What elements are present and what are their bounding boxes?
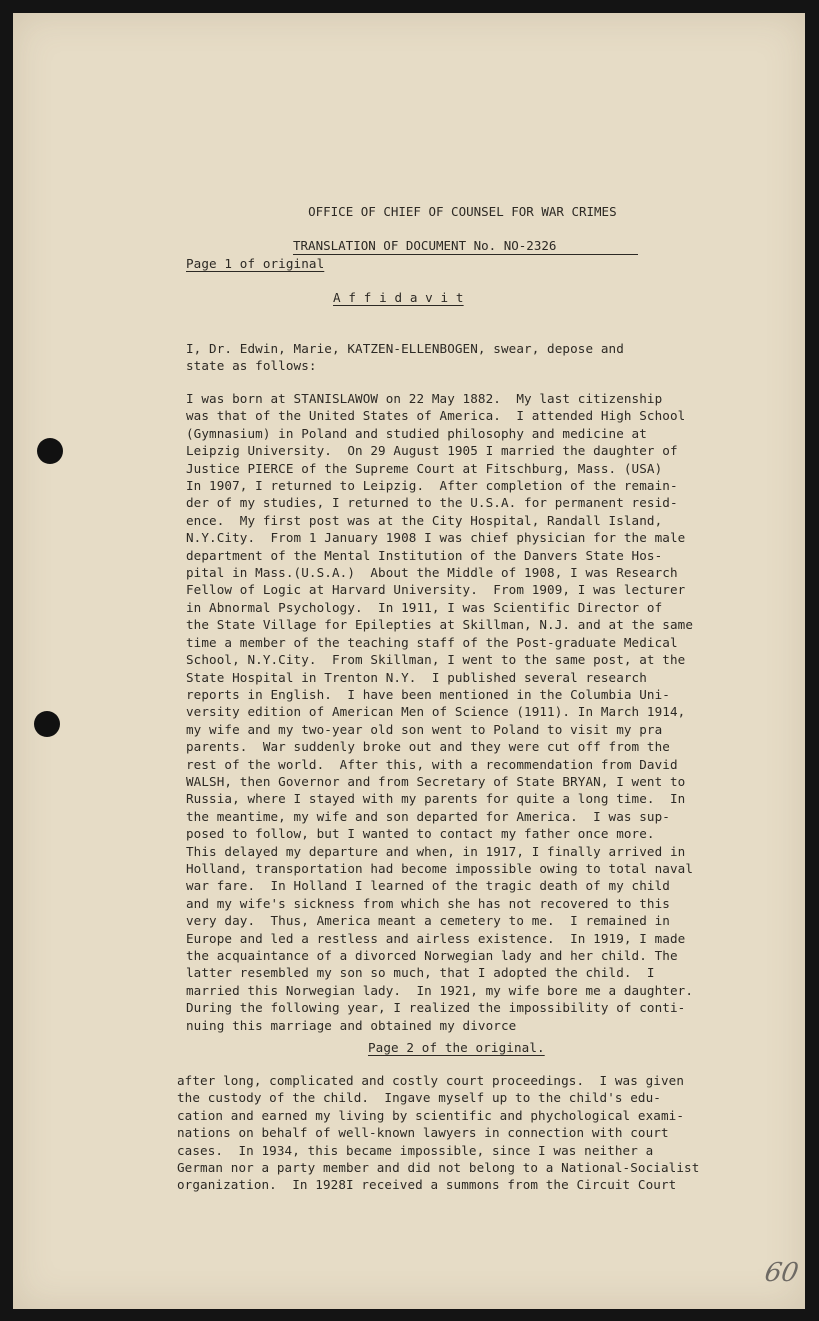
text-line: was that of the United States of America. I attended High School (186, 408, 686, 424)
text-line: the acquaintance of a divorced Norwegian lady and her child. The (186, 948, 678, 963)
text-line: the State Village for Epilepties at Skillman, N.J. and at the same (186, 617, 694, 633)
text-line: Europe and led a restless and airless existence. In 1919, I made (186, 930, 686, 946)
body-paragraph-2 (177, 1072, 699, 1194)
text-line: In 1907, I returned to Leipzig. After completion of the remain- (186, 478, 678, 494)
text-line: versity edition of American Men of Science (1911). In March 1914, (186, 704, 686, 720)
text-line: reports in English. I have been mentioned in the Columbia Uni- (186, 686, 670, 702)
text-line: very day. Thus, America meant a cemetery to me. I remained in (186, 913, 670, 929)
text-line: nuing this marriage and obtained my divorce (186, 1017, 517, 1033)
text-line: School, N.Y.City. From Skillman, I went to the same post, at the (186, 652, 686, 668)
text-line: rest of the world. After this, with a recommendation from David (186, 756, 678, 772)
text-line: Justice PIERCE of the Supreme Court at Fitschburg, Mass. (USA) (186, 460, 663, 476)
text-line: department of the Mental Institution of the Danvers State Hos- (186, 547, 663, 563)
text-line: I was born at STANISLAWOW on 22 May 1882. My last citizenship (186, 391, 663, 406)
text-line: after long, complicated and costly court proceedings. I was given (177, 1073, 685, 1088)
punch-hole-bottom (34, 711, 60, 737)
text-line: (Gymnasium) in Poland and studied philosophy and medicine at (186, 425, 647, 441)
text-line: organization. In 1928I received a summons from the Circuit Court (177, 1177, 677, 1193)
text-line: N.Y.City. From 1 January 1908 I was chief physician for the male (186, 530, 686, 546)
document-header (293, 186, 638, 272)
text-line: This delayed my departure and when, in 1917, I finally arrived in (186, 843, 686, 859)
text-line: ence. My first post was at the City Hospital, Randall Island, (186, 512, 663, 528)
header-line-1: OFFICE OF CHIEF OF COUNSEL FOR WAR CRIMES (308, 204, 617, 219)
text-line: German nor a party member and did not belong to a National-Socialist (177, 1160, 700, 1176)
text-line: latter resembled my son so much, that I adopted the child. I (186, 965, 655, 981)
page-1-label: Page 1 of original (186, 256, 325, 271)
text-line: war fare. In Holland I learned of the tragic death of my child (186, 878, 670, 894)
text-line: WALSH, then Governor and from Secretary of State BRYAN, I went to (186, 773, 686, 789)
text-line: the meantime, my wife and son departed for America. I was sup- (186, 808, 670, 824)
text-line: cases. In 1934, this became impossible, since I was neither a (177, 1142, 654, 1158)
text-line: posed to follow, but I wanted to contact my father once more. (186, 826, 655, 842)
text-line: Fellow of Logic at Harvard University. From 1909, I was lecturer (186, 582, 686, 598)
text-line: cation and earned my living by scientific and phychological exami- (177, 1107, 685, 1123)
document-title: A f f i d a v i t (333, 290, 464, 305)
text-line: time a member of the teaching staff of the Post-graduate Medical (186, 634, 678, 650)
text-line: my wife and my two-year old son went to Poland to visit my pra (186, 721, 663, 737)
header-line-2: TRANSLATION OF DOCUMENT No. NO-2326 (293, 237, 638, 255)
text-line: parents. War suddenly broke out and they were cut off from the (186, 739, 670, 755)
text-line: Leipzig University. On 29 August 1905 I married the daughter of (186, 443, 678, 459)
text-line: pital in Mass.(U.S.A.) About the Middle of 1908, I was Research (186, 565, 678, 581)
text-line: State Hospital in Trenton N.Y. I published several research (186, 669, 647, 685)
text-line: Holland, transportation had become impossible owing to total naval (186, 860, 694, 876)
text-line: married this Norwegian lady. In 1921, my wife bore me a daughter. (186, 982, 694, 998)
punch-hole-top (37, 438, 63, 464)
handwritten-page-number: 60 (762, 1258, 801, 1288)
text-line: state as follows: (186, 358, 317, 374)
text-line: I, Dr. Edwin, Marie, KATZEN-ELLENBOGEN, swear, depose and (186, 341, 624, 356)
text-line: Russia, where I stayed with my parents for quite a long time. In (186, 791, 686, 807)
body-paragraph-1 (186, 390, 693, 1034)
page-2-label: Page 2 of the original. (368, 1040, 545, 1055)
text-line: and my wife's sickness from which she has not recovered to this (186, 895, 670, 911)
intro-paragraph (186, 340, 624, 375)
text-line: in Abnormal Psychology. In 1911, I was Scientific Director of (186, 599, 663, 615)
text-line: During the following year, I realized the impossibility of conti- (186, 1000, 686, 1016)
text-line: der of my studies, I returned to the U.S.A. for permanent resid- (186, 495, 678, 511)
text-line: nations on behalf of well-known lawyers in connection with court (177, 1125, 669, 1141)
text-line: the custody of the child. Ingave myself up to the child's edu- (177, 1090, 661, 1106)
